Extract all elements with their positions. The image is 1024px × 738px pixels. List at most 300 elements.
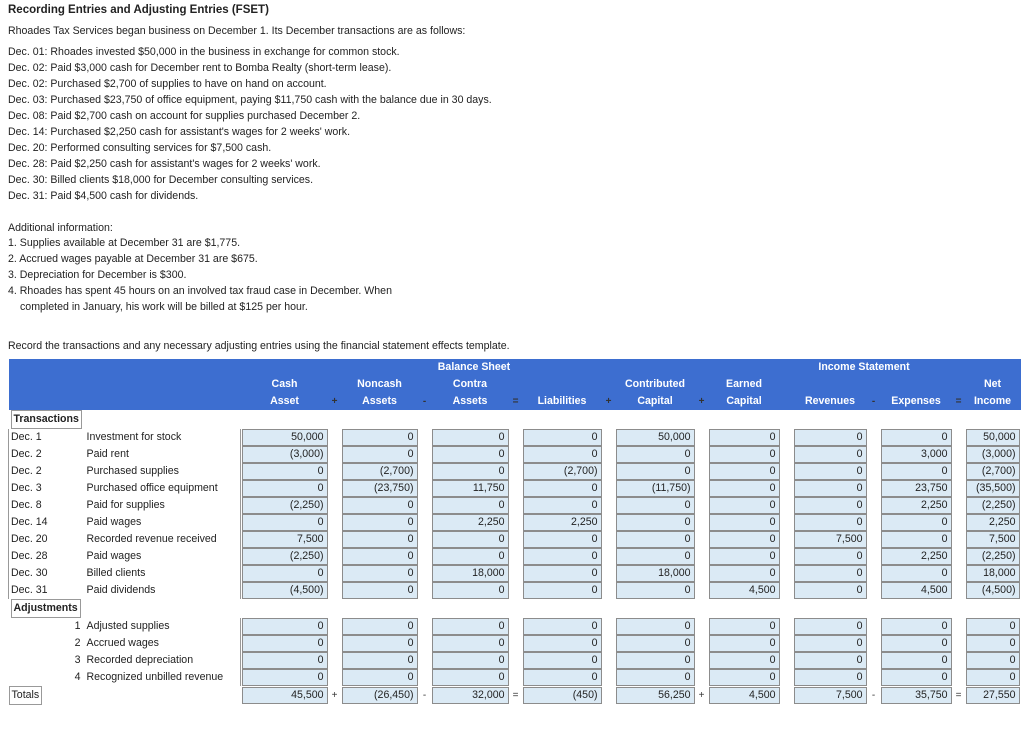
amount-input[interactable]: 0 bbox=[616, 531, 695, 548]
amount-input[interactable]: 0 bbox=[794, 480, 867, 497]
amount-input[interactable]: 0 bbox=[432, 618, 509, 635]
amount-input[interactable]: 50,000 bbox=[966, 429, 1020, 446]
operator bbox=[868, 497, 880, 514]
transaction-description[interactable]: Paid wages bbox=[85, 514, 241, 531]
value-cell bbox=[965, 480, 1021, 497]
amount-input[interactable]: 0 bbox=[432, 531, 509, 548]
operator bbox=[603, 429, 615, 446]
amount-input[interactable]: 7,500 bbox=[242, 531, 328, 548]
amount-input[interactable]: 0 bbox=[794, 582, 867, 599]
value-cell bbox=[708, 548, 781, 565]
amount-input[interactable]: (11,750) bbox=[616, 480, 695, 497]
amount-input[interactable]: (2,250) bbox=[966, 548, 1020, 565]
value-cell bbox=[241, 514, 329, 531]
operator bbox=[329, 497, 341, 514]
adjustment-number: 1 bbox=[74, 620, 81, 632]
operator bbox=[868, 565, 880, 582]
operator bbox=[603, 669, 615, 686]
amount-input[interactable]: 0 bbox=[794, 635, 867, 652]
amount-input[interactable]: 0 bbox=[794, 652, 867, 669]
amount-input[interactable]: 0 bbox=[242, 669, 328, 686]
transaction-row bbox=[9, 582, 1021, 599]
amount-input[interactable]: 0 bbox=[523, 531, 602, 548]
total-operator: + bbox=[331, 690, 338, 701]
header-operator: - bbox=[871, 396, 876, 407]
value-cell bbox=[522, 514, 603, 531]
amount-input[interactable]: 0 bbox=[523, 446, 602, 463]
amount-input[interactable]: 0 bbox=[616, 618, 695, 635]
column-header: Expenses bbox=[891, 395, 941, 407]
adjustment-description[interactable]: Accrued wages bbox=[85, 635, 241, 652]
operator bbox=[696, 669, 708, 686]
header-spacer bbox=[603, 376, 615, 393]
operator bbox=[696, 652, 708, 669]
amount-input[interactable]: 0 bbox=[794, 565, 867, 582]
column-header: Revenues bbox=[804, 395, 856, 407]
transaction-date: Dec. 28 bbox=[9, 548, 85, 565]
amount-input[interactable]: (4,500) bbox=[966, 582, 1020, 599]
amount-input[interactable]: 0 bbox=[709, 497, 780, 514]
total-cell bbox=[522, 686, 603, 705]
column-header-top: Earned bbox=[726, 378, 762, 390]
value-cell bbox=[708, 514, 781, 531]
transaction-description[interactable]: Paid wages bbox=[85, 548, 241, 565]
operator bbox=[329, 480, 341, 497]
amount-input[interactable]: 0 bbox=[881, 531, 952, 548]
operator bbox=[603, 635, 615, 652]
operator bbox=[781, 514, 793, 531]
operator bbox=[696, 480, 708, 497]
operator bbox=[696, 463, 708, 480]
operator bbox=[781, 531, 793, 548]
amount-input[interactable]: 0 bbox=[881, 463, 952, 480]
totals-label bbox=[9, 686, 241, 705]
header-spacer bbox=[696, 376, 708, 393]
amount-input[interactable]: 0 bbox=[342, 618, 418, 635]
amount-input[interactable]: 0 bbox=[881, 565, 952, 582]
amount-input[interactable]: 0 bbox=[616, 514, 695, 531]
value-cell bbox=[965, 497, 1021, 514]
amount-input[interactable]: 0 bbox=[432, 463, 509, 480]
amount-input[interactable]: 0 bbox=[966, 669, 1020, 686]
transaction-description[interactable]: Billed clients bbox=[85, 565, 241, 582]
amount-input[interactable]: 11,750 bbox=[432, 480, 509, 497]
value-cell bbox=[241, 582, 329, 599]
operator bbox=[868, 446, 880, 463]
fset-template-table bbox=[8, 359, 1021, 705]
value-cell bbox=[708, 652, 781, 669]
amount-input[interactable]: 0 bbox=[242, 514, 328, 531]
amount-input[interactable]: 0 bbox=[242, 635, 328, 652]
amount-input[interactable]: 18,000 bbox=[432, 565, 509, 582]
transaction-line: Dec. 02: Purchased $2,700 of supplies to have on hand on account. bbox=[8, 78, 327, 90]
amount-input[interactable]: (2,250) bbox=[242, 548, 328, 565]
amount-input[interactable]: 0 bbox=[342, 446, 418, 463]
amount-input[interactable]: (4,500) bbox=[242, 582, 328, 599]
header-spacer bbox=[329, 376, 341, 393]
amount-input[interactable]: 0 bbox=[342, 652, 418, 669]
operator bbox=[868, 669, 880, 686]
amount-input[interactable]: 0 bbox=[432, 548, 509, 565]
adjustments-section-row bbox=[9, 599, 1021, 618]
amount-input[interactable]: (2,700) bbox=[342, 463, 418, 480]
operator bbox=[329, 463, 341, 480]
column-header-top: Noncash bbox=[357, 378, 402, 390]
total-value: 45,500 bbox=[242, 687, 328, 704]
adjustment-description[interactable]: Adjusted supplies bbox=[85, 618, 241, 635]
amount-input[interactable]: 4,500 bbox=[709, 582, 780, 599]
amount-input[interactable]: (2,700) bbox=[523, 463, 602, 480]
amount-input[interactable]: 0 bbox=[966, 635, 1020, 652]
operator bbox=[781, 497, 793, 514]
value-cell bbox=[880, 669, 953, 686]
amount-input[interactable]: 0 bbox=[523, 565, 602, 582]
operator bbox=[696, 548, 708, 565]
header-operator: + bbox=[605, 396, 612, 407]
transaction-description[interactable]: Investment for stock bbox=[85, 429, 241, 446]
amount-input[interactable]: (2,250) bbox=[242, 497, 328, 514]
amount-input[interactable]: 0 bbox=[523, 618, 602, 635]
operator bbox=[953, 618, 965, 635]
total-cell bbox=[708, 686, 781, 705]
value-cell bbox=[615, 669, 696, 686]
amount-input[interactable]: 0 bbox=[709, 514, 780, 531]
adjustment-description[interactable]: Recognized unbilled revenue bbox=[85, 669, 241, 686]
operator bbox=[603, 565, 615, 582]
amount-input[interactable]: 0 bbox=[523, 635, 602, 652]
amount-input[interactable]: 0 bbox=[432, 446, 509, 463]
amount-input[interactable]: 0 bbox=[342, 548, 418, 565]
column-header-top bbox=[880, 376, 953, 393]
operator bbox=[419, 463, 431, 480]
transaction-row bbox=[9, 514, 1021, 531]
amount-input[interactable]: 0 bbox=[616, 582, 695, 599]
transaction-date: Dec. 14 bbox=[9, 514, 85, 531]
amount-input[interactable]: 0 bbox=[432, 652, 509, 669]
total-operator: = bbox=[955, 690, 962, 701]
value-cell bbox=[615, 429, 696, 446]
amount-input[interactable]: 0 bbox=[616, 652, 695, 669]
amount-input[interactable]: 0 bbox=[432, 497, 509, 514]
transaction-description[interactable]: Purchased supplies bbox=[85, 463, 241, 480]
amount-input[interactable]: 0 bbox=[523, 669, 602, 686]
transaction-line: Dec. 20: Performed consulting services for $7,500 cash. bbox=[8, 142, 272, 154]
value-cell bbox=[880, 652, 953, 669]
amount-input[interactable]: 0 bbox=[616, 446, 695, 463]
operator bbox=[510, 618, 522, 635]
value-cell bbox=[965, 669, 1021, 686]
operator bbox=[953, 548, 965, 565]
amount-input[interactable]: 23,750 bbox=[881, 480, 952, 497]
operator bbox=[781, 635, 793, 652]
total-cell bbox=[241, 686, 329, 705]
amount-input[interactable]: (3,000) bbox=[966, 446, 1020, 463]
operator bbox=[419, 531, 431, 548]
operator bbox=[329, 565, 341, 582]
value-cell bbox=[431, 652, 510, 669]
amount-input[interactable]: 0 bbox=[709, 618, 780, 635]
totals-row bbox=[9, 686, 1021, 705]
transaction-line: Dec. 31: Paid $4,500 cash for dividends. bbox=[8, 190, 199, 202]
operator bbox=[868, 548, 880, 565]
transaction-description[interactable]: Paid dividends bbox=[85, 582, 241, 599]
value-cell bbox=[615, 635, 696, 652]
value-cell bbox=[615, 582, 696, 599]
total-value: 4,500 bbox=[709, 687, 780, 704]
value-cell bbox=[793, 582, 868, 599]
amount-input[interactable]: 0 bbox=[709, 531, 780, 548]
value-cell bbox=[965, 514, 1021, 531]
column-header-top: Contributed bbox=[624, 378, 686, 390]
total-value: 35,750 bbox=[881, 687, 952, 704]
total-operator bbox=[603, 686, 615, 705]
amount-input[interactable]: 0 bbox=[342, 582, 418, 599]
amount-input[interactable]: 0 bbox=[342, 514, 418, 531]
amount-input[interactable]: 0 bbox=[794, 514, 867, 531]
header-spacer bbox=[419, 376, 431, 393]
total-operator: = bbox=[512, 690, 519, 701]
adjustment-number: 2 bbox=[74, 637, 81, 649]
operator bbox=[510, 429, 522, 446]
transaction-line: Dec. 01: Rhoades invested $50,000 in the business in exchange for common stock. bbox=[8, 46, 400, 58]
intro-text: Rhoades Tax Services began business on December 1. Its December transactions are as follows: bbox=[8, 25, 466, 37]
amount-input[interactable]: 0 bbox=[242, 618, 328, 635]
additional-info-line: 2. Accrued wages payable at December 31 are $675. bbox=[8, 253, 258, 265]
operator bbox=[419, 429, 431, 446]
amount-input[interactable]: 0 bbox=[523, 480, 602, 497]
amount-input[interactable]: (3,000) bbox=[242, 446, 328, 463]
amount-input[interactable]: 18,000 bbox=[966, 565, 1020, 582]
transaction-date: Dec. 20 bbox=[9, 531, 85, 548]
amount-input[interactable]: (23,750) bbox=[342, 480, 418, 497]
value-cell bbox=[793, 548, 868, 565]
amount-input[interactable]: 0 bbox=[966, 618, 1020, 635]
transaction-row bbox=[9, 446, 1021, 463]
total-cell bbox=[341, 686, 419, 705]
amount-input[interactable]: 2,250 bbox=[881, 548, 952, 565]
amount-input[interactable]: 0 bbox=[709, 463, 780, 480]
amount-input[interactable]: 0 bbox=[794, 429, 867, 446]
amount-input[interactable]: 0 bbox=[342, 565, 418, 582]
value-cell bbox=[522, 497, 603, 514]
value-cell bbox=[431, 429, 510, 446]
amount-input[interactable]: 0 bbox=[709, 669, 780, 686]
amount-input[interactable]: 3,000 bbox=[881, 446, 952, 463]
amount-input[interactable]: 0 bbox=[794, 497, 867, 514]
value-cell bbox=[522, 618, 603, 635]
amount-input[interactable]: 0 bbox=[342, 497, 418, 514]
amount-input[interactable]: 0 bbox=[794, 548, 867, 565]
amount-input[interactable]: 0 bbox=[523, 652, 602, 669]
value-cell bbox=[522, 652, 603, 669]
amount-input[interactable]: 0 bbox=[709, 446, 780, 463]
value-cell bbox=[880, 618, 953, 635]
header-spacer bbox=[953, 376, 965, 393]
amount-input[interactable]: 0 bbox=[342, 669, 418, 686]
operator bbox=[329, 582, 341, 599]
value-cell bbox=[341, 497, 419, 514]
operator bbox=[419, 652, 431, 669]
transaction-date: Dec. 3 bbox=[9, 480, 85, 497]
operator bbox=[781, 463, 793, 480]
operator bbox=[329, 514, 341, 531]
operator bbox=[419, 480, 431, 497]
amount-input[interactable]: 0 bbox=[616, 548, 695, 565]
amount-input[interactable]: 2,250 bbox=[523, 514, 602, 531]
adjustment-number: 4 bbox=[74, 671, 81, 683]
amount-input[interactable]: 0 bbox=[966, 652, 1020, 669]
operator bbox=[696, 582, 708, 599]
total-cell bbox=[965, 686, 1021, 705]
operator bbox=[868, 582, 880, 599]
additional-info-line: 4. Rhoades has spent 45 hours on an involved tax fraud case in December. When bbox=[8, 285, 392, 297]
amount-input[interactable]: 0 bbox=[616, 635, 695, 652]
column-header-top: Cash bbox=[271, 378, 298, 390]
amount-input[interactable]: 0 bbox=[242, 652, 328, 669]
operator bbox=[953, 652, 965, 669]
amount-input[interactable]: 0 bbox=[709, 652, 780, 669]
operator bbox=[781, 669, 793, 686]
value-cell bbox=[241, 565, 329, 582]
value-cell bbox=[965, 429, 1021, 446]
operator bbox=[329, 531, 341, 548]
amount-input[interactable]: 0 bbox=[881, 652, 952, 669]
amount-input[interactable]: 0 bbox=[709, 548, 780, 565]
amount-input[interactable]: 0 bbox=[881, 669, 952, 686]
amount-input[interactable]: 0 bbox=[242, 463, 328, 480]
value-cell bbox=[431, 446, 510, 463]
amount-input[interactable]: 0 bbox=[709, 565, 780, 582]
value-cell bbox=[341, 531, 419, 548]
amount-input[interactable]: (2,700) bbox=[966, 463, 1020, 480]
value-cell bbox=[880, 514, 953, 531]
amount-input[interactable]: 50,000 bbox=[616, 429, 695, 446]
amount-input[interactable]: 0 bbox=[342, 531, 418, 548]
adjustment-description[interactable]: Recorded depreciation bbox=[85, 652, 241, 669]
value-cell bbox=[880, 582, 953, 599]
column-header: Assets bbox=[452, 395, 488, 407]
operator bbox=[696, 429, 708, 446]
value-cell bbox=[341, 652, 419, 669]
amount-input[interactable]: 0 bbox=[794, 446, 867, 463]
value-cell bbox=[793, 446, 868, 463]
operator bbox=[953, 531, 965, 548]
amount-input[interactable]: 0 bbox=[881, 429, 952, 446]
transaction-description[interactable]: Paid rent bbox=[85, 446, 241, 463]
value-cell bbox=[522, 582, 603, 599]
operator bbox=[510, 497, 522, 514]
amount-input[interactable]: 0 bbox=[881, 635, 952, 652]
operator bbox=[953, 514, 965, 531]
amount-input[interactable]: 0 bbox=[709, 635, 780, 652]
amount-input[interactable]: 2,250 bbox=[432, 514, 509, 531]
additional-info-line: completed in January, his work will be billed at $125 per hour. bbox=[20, 301, 308, 313]
amount-input[interactable]: 0 bbox=[523, 497, 602, 514]
amount-input[interactable]: 4,500 bbox=[881, 582, 952, 599]
amount-input[interactable]: 50,000 bbox=[242, 429, 328, 446]
amount-input[interactable]: 0 bbox=[432, 669, 509, 686]
amount-input[interactable]: 2,250 bbox=[966, 514, 1020, 531]
amount-input[interactable]: 0 bbox=[342, 429, 418, 446]
amount-input[interactable]: (35,500) bbox=[966, 480, 1020, 497]
value-cell bbox=[793, 635, 868, 652]
amount-input[interactable]: 0 bbox=[616, 463, 695, 480]
amount-input[interactable]: 0 bbox=[432, 635, 509, 652]
amount-input[interactable]: 0 bbox=[523, 582, 602, 599]
value-cell bbox=[965, 635, 1021, 652]
value-cell bbox=[522, 531, 603, 548]
transaction-description[interactable]: Recorded revenue received bbox=[85, 531, 241, 548]
amount-input[interactable]: 0 bbox=[709, 480, 780, 497]
total-cell bbox=[615, 686, 696, 705]
value-cell bbox=[341, 463, 419, 480]
amount-input[interactable]: (2,250) bbox=[966, 497, 1020, 514]
value-cell bbox=[431, 480, 510, 497]
header-spacer bbox=[510, 376, 522, 393]
operator bbox=[953, 669, 965, 686]
amount-input[interactable]: 0 bbox=[881, 618, 952, 635]
transaction-line: Dec. 28: Paid $2,250 cash for assistant's wages for 2 weeks' work. bbox=[8, 158, 321, 170]
amount-input[interactable]: 0 bbox=[432, 429, 509, 446]
amount-input[interactable]: 2,250 bbox=[881, 497, 952, 514]
value-cell bbox=[708, 429, 781, 446]
value-cell bbox=[880, 446, 953, 463]
amount-input[interactable]: 7,500 bbox=[966, 531, 1020, 548]
amount-input[interactable]: 0 bbox=[242, 565, 328, 582]
value-cell bbox=[615, 480, 696, 497]
operator bbox=[419, 548, 431, 565]
amount-input[interactable]: 0 bbox=[523, 548, 602, 565]
amount-input[interactable]: 0 bbox=[881, 514, 952, 531]
transaction-description[interactable]: Purchased office equipment bbox=[85, 480, 241, 497]
value-cell bbox=[965, 618, 1021, 635]
amount-input[interactable]: 0 bbox=[794, 463, 867, 480]
adjustment-row bbox=[9, 618, 1021, 635]
amount-input[interactable]: 7,500 bbox=[794, 531, 867, 548]
header-spacer bbox=[868, 376, 880, 393]
amount-input[interactable]: 0 bbox=[523, 429, 602, 446]
amount-input[interactable]: 0 bbox=[794, 618, 867, 635]
transaction-row bbox=[9, 497, 1021, 514]
amount-input[interactable]: 0 bbox=[616, 497, 695, 514]
amount-input[interactable]: 0 bbox=[616, 669, 695, 686]
operator bbox=[953, 497, 965, 514]
amount-input[interactable]: 0 bbox=[342, 635, 418, 652]
value-cell bbox=[241, 497, 329, 514]
transactions-section-row bbox=[9, 410, 1021, 429]
operator bbox=[781, 582, 793, 599]
balance-sheet-header: Balance Sheet bbox=[437, 361, 511, 373]
operator bbox=[868, 618, 880, 635]
transaction-description[interactable]: Paid for supplies bbox=[85, 497, 241, 514]
operator bbox=[781, 565, 793, 582]
operator bbox=[329, 548, 341, 565]
amount-input[interactable]: 0 bbox=[794, 669, 867, 686]
operator bbox=[510, 446, 522, 463]
amount-input[interactable]: 0 bbox=[432, 582, 509, 599]
amount-input[interactable]: 0 bbox=[709, 429, 780, 446]
amount-input[interactable]: 18,000 bbox=[616, 565, 695, 582]
amount-input[interactable]: 0 bbox=[242, 480, 328, 497]
operator bbox=[603, 480, 615, 497]
operator bbox=[603, 531, 615, 548]
transaction-row bbox=[9, 565, 1021, 582]
transaction-line: Dec. 08: Paid $2,700 cash on account for supplies purchased December 2. bbox=[8, 110, 361, 122]
operator bbox=[781, 446, 793, 463]
transaction-date: Dec. 2 bbox=[9, 463, 85, 480]
totals-label-text: Totals bbox=[9, 686, 43, 705]
adjustment-row bbox=[9, 669, 1021, 686]
